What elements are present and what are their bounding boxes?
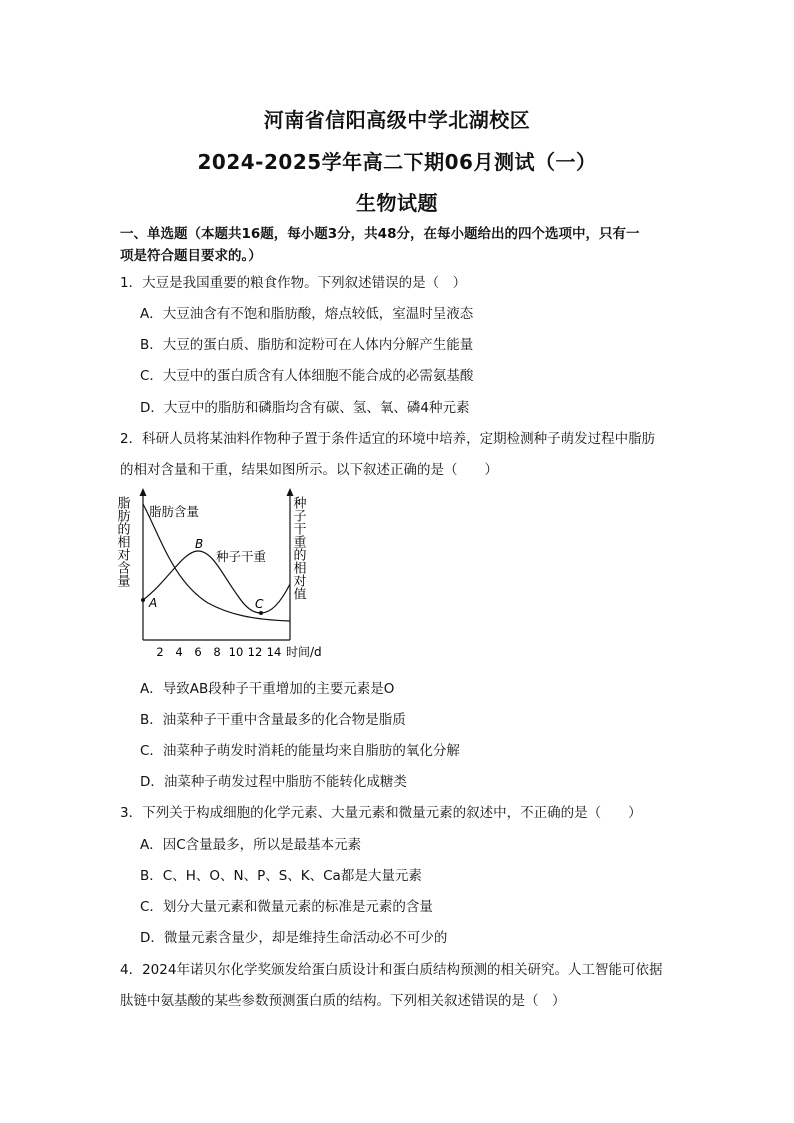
question-4-stem-line1: 4．2024年诺贝尔化学奖颁发给蛋白质设计和蛋白质结构预测的相关研究。人工智能可依据	[120, 962, 663, 978]
question-3-option-c: C．划分大量元素和微量元素的标准是元素的含量	[140, 899, 433, 915]
question-1-option-d: D．大豆中的脂肪和磷脂均含有碳、氢、氧、磷4种元素	[140, 400, 470, 416]
x-axis-label: 时间/d	[286, 645, 322, 659]
question-3-option-a: A．因C含量最多，所以是最基本元素	[140, 837, 362, 853]
x-tick-label: 10	[228, 645, 244, 659]
question-2-option-d: D．油菜种子萌发过程中脂肪不能转化成糖类	[140, 774, 407, 790]
fat-curve-label: 脂肪含量	[149, 504, 200, 519]
x-tick-label: 12	[247, 645, 263, 659]
x-tick-label: 14	[266, 645, 282, 659]
point-b-label: B	[195, 537, 204, 551]
x-tick-label: 2	[156, 645, 164, 659]
question-3-option-b: B．C、H、O、N、P、S、K、Ca都是大量元素	[140, 868, 422, 884]
question-1-option-a: A．大豆油含有不饱和脂肪酸，熔点较低，室温时呈液态	[140, 306, 474, 322]
right-axis-arrow	[287, 488, 294, 496]
question-1-stem: 1．大豆是我国重要的粮食作物。下列叙述错误的是（ ）	[120, 275, 467, 291]
question-3-stem: 3．下列关于构成细胞的化学元素、大量元素和微量元素的叙述中，不正确的是（ ）	[120, 805, 642, 821]
x-tick-label: 6	[194, 645, 202, 659]
left-axis-label: 脂肪的相对含量	[114, 496, 130, 587]
question-2-option-b: B．油菜种子干重中含量最多的化合物是脂质	[140, 712, 406, 728]
left-axis-arrow	[140, 488, 147, 496]
section-heading-line2: 项是符合题目要求的。）	[120, 248, 262, 264]
dry-weight-curve-label: 种子干重	[216, 549, 267, 564]
question-2-option-a: A．导致AB段种子干重增加的主要元素是O	[140, 681, 395, 697]
question-1-option-b: B．大豆的蛋白质、脂肪和淀粉可在人体内分解产生能量	[140, 337, 474, 353]
point-a-label: A	[149, 596, 158, 610]
question-2-option-c: C．油菜种子萌发时消耗的能量均来自脂肪的氧化分解	[140, 743, 460, 759]
right-axis-label: 种子干重的相对值	[290, 496, 306, 600]
subject-title: 生物试题	[356, 191, 438, 215]
point-c-label: C	[255, 597, 264, 611]
x-tick-label: 4	[175, 645, 183, 659]
point-c-marker	[259, 611, 263, 615]
school-title: 河南省信阳高级中学北湖校区	[263, 108, 531, 132]
question-2-stem-line1: 2．科研人员将某油料作物种子置于条件适宜的环境中培养，定期检测种子萌发过程中脂肪	[120, 431, 656, 447]
question-1-option-c: C．大豆中的蛋白质含有人体细胞不能合成的必需氨基酸	[140, 368, 474, 384]
question-3-option-d: D．微量元素含量少，却是维持生命活动必不可少的	[140, 930, 448, 946]
x-tick-label: 8	[213, 645, 221, 659]
exam-title: 2024-2025学年高二下期06月测试（一）	[197, 150, 597, 174]
point-a-marker	[141, 598, 145, 602]
section-heading-line1: 一、单选题（本题共16题，每小题3分，共48分，在每小题给出的四个选项中，只有一	[120, 226, 640, 242]
question-4-stem-line2: 肽链中氨基酸的某些参数预测蛋白质的结构。下列相关叙述错误的是（ ）	[120, 993, 566, 1009]
question-2-stem-line2: 的相对含量和干重，结果如图所示。以下叙述正确的是（ ）	[120, 462, 498, 478]
seed-germination-figure	[114, 486, 338, 664]
